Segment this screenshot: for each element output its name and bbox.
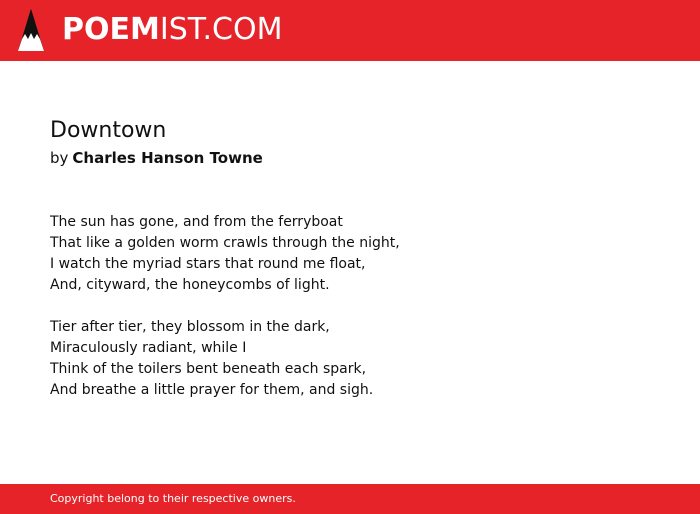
poem-line: The sun has gone, and from the ferryboat xyxy=(50,214,343,230)
poem-line: That like a golden worm crawls through the night, xyxy=(50,235,400,251)
pencil-tip-icon[interactable] xyxy=(18,9,44,51)
poem-title: Downtown xyxy=(50,118,167,143)
poem-body xyxy=(50,212,670,401)
logo-bold-text: POEM xyxy=(62,12,160,47)
site-footer xyxy=(0,484,700,514)
poem-line: Miraculously radiant, while I xyxy=(50,340,247,356)
poem-line: And breathe a little prayer for them, and sigh. xyxy=(50,382,374,398)
copyright-text: Copyright belong to their respective owners. xyxy=(50,492,296,505)
poem-author: Charles Hanson Towne xyxy=(72,149,263,167)
site-logo[interactable] xyxy=(62,12,282,48)
poem-line: And, cityward, the honeycombs of light. xyxy=(50,277,330,293)
stanza xyxy=(50,212,670,296)
logo-light-text: IST.COM xyxy=(159,12,283,47)
site-header xyxy=(0,0,700,61)
poem-line: Think of the toilers bent beneath each spark, xyxy=(50,361,367,377)
by-label: by xyxy=(50,149,69,167)
poem-content xyxy=(50,116,670,422)
stanza xyxy=(50,317,670,401)
poem-line: Tier after tier, they blossom in the dark, xyxy=(50,319,330,335)
poem-byline xyxy=(50,146,670,170)
poem-line: I watch the myriad stars that round me float, xyxy=(50,256,366,272)
